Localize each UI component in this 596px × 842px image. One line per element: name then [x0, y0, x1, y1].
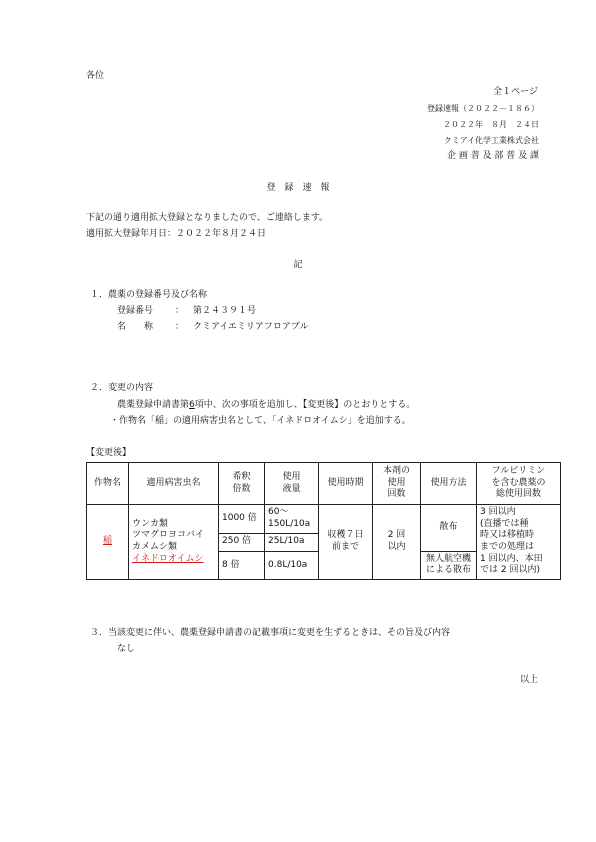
section-3-heading: ３．当該変更に伴い、農薬登録申請書の記載事項に変更を生ずるときは、その旨及び内容	[90, 628, 451, 638]
header-times: 本剤の 使用 回数	[373, 463, 421, 505]
ki-marker: 記	[293, 260, 303, 270]
closing-mark: 以上	[519, 675, 538, 685]
pest-cell: ウンカ類 ツマグロヨコバイ カメムシ類 イネドロオイムシ	[129, 505, 219, 580]
document-title: 登 録 速 報	[266, 183, 330, 193]
table-row	[87, 505, 561, 534]
total-uses-cell: 3 回以内 (直播では種 時又は移植時 までの処理は 1 回以内、本田 では 2 回以内)	[477, 505, 561, 580]
product-name-colon: ：	[175, 322, 185, 332]
volume-cell: 25L/10a	[265, 533, 319, 551]
intro-line-2: 適用拡大登録年月日：２０２２年８月２４日	[86, 229, 267, 239]
product-name-label: 名 称	[117, 322, 154, 332]
section-3-content: なし	[117, 644, 136, 654]
company-name: クミアイ化学工業株式会社	[443, 136, 539, 145]
volume-cell: 60～ 150L/10a	[265, 505, 319, 534]
dilution-cell: 250 倍	[219, 533, 265, 551]
product-name-value: クミアイエミリアフロアブル	[193, 322, 309, 332]
crop-cell: 稲	[87, 505, 129, 580]
reg-number-label: 登録番号	[117, 306, 154, 316]
bulletin-number: 登録速報（２０２２－１８６）	[427, 104, 539, 113]
header-volume: 使用 液量	[265, 463, 319, 505]
registration-table	[86, 462, 561, 580]
method-cell-drone: 無人航空機 による散布	[421, 551, 477, 580]
header-timing: 使用時期	[319, 463, 373, 505]
times-cell: 2 回 以内	[373, 505, 421, 580]
department-name: 企 画 普 及 部 普 及 課	[446, 151, 539, 161]
header-total: フルピリミン を含む農薬の 総使用回数	[477, 463, 561, 505]
header-method: 使用方法	[421, 463, 477, 505]
dilution-cell: 1000 倍	[219, 505, 265, 534]
reg-number-colon: ：	[175, 306, 185, 316]
header-crop: 作物名	[87, 463, 129, 505]
section-2-heading: ２．変更の内容	[90, 383, 154, 393]
table-header-row	[87, 463, 561, 505]
addressee: 各位	[86, 71, 105, 81]
section-2-line-2: ・作物名「稲」の適用病害虫名として、「イネドロオイムシ」を追加する。	[110, 416, 411, 426]
volume-cell: 0.8L/10a	[265, 551, 319, 580]
page-count: 全１ページ	[493, 87, 538, 97]
issue-date: ２０２２年 ８月 ２４日	[443, 120, 539, 129]
timing-cell: 収穫７日 前まで	[319, 505, 373, 580]
intro-line-1: 下記の通り適用拡大登録となりましたので、ご連絡します。	[86, 213, 329, 223]
method-cell-spray: 散布	[421, 505, 477, 552]
section-1-heading: １．農薬の登録番号及び名称	[90, 290, 208, 300]
header-dilution: 希釈 倍数	[219, 463, 265, 505]
section-2-line-1: 農薬登録申請書第6項中、次の事項を追加し、【変更後】のとおりとする。	[117, 400, 416, 410]
header-pest: 適用病害虫名	[129, 463, 219, 505]
reg-number-value: 第２４３９１号	[193, 306, 257, 316]
dilution-cell: 8 倍	[219, 551, 265, 580]
table-label: 【変更後】	[86, 448, 132, 458]
